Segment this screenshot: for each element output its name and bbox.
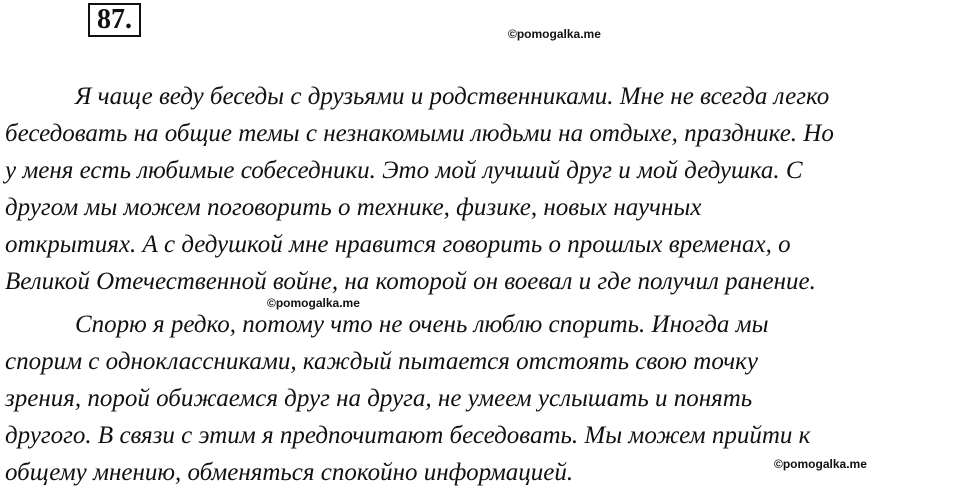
watermark: ©pomogalka.me bbox=[267, 296, 360, 310]
watermark: ©pomogalka.me bbox=[774, 457, 867, 471]
text-line: общему мнению, обменяться спокойно информацией. bbox=[5, 459, 574, 486]
watermark: ©pomogalka.me bbox=[508, 27, 601, 41]
text-line: беседовать на общие темы с незнакомыми людьми на отдыхе, празднике. Но bbox=[5, 120, 834, 147]
text-line: спорим с одноклассниками, каждый пытается отстоять свою точку bbox=[5, 348, 758, 375]
exercise-number: 87. bbox=[88, 3, 141, 37]
text-line: Я чаще веду беседы с друзьями и родственниками. Мне не всегда легко bbox=[75, 83, 830, 110]
text-line: другом мы можем поговорить о технике, физике, новых научных bbox=[5, 194, 702, 221]
text-line: открытиях. А с дедушкой мне нравится говорить о прошлых временах, о bbox=[5, 231, 791, 258]
text-line: зрения, порой обижаемся друг на друга, не умеем услышать и понять bbox=[5, 385, 753, 412]
text-line: Великой Отечественной войне, на которой он воевал и где получил ранение. bbox=[5, 268, 816, 295]
text-line: другого. В связи с этим я предпочитают беседовать. Мы можем прийти к bbox=[5, 422, 811, 449]
text-line: Спорю я редко, потому что не очень люблю спорить. Иногда мы bbox=[75, 311, 769, 338]
text-line: у меня есть любимые собеседники. Это мой лучший друг и мой дедушка. С bbox=[5, 157, 803, 184]
